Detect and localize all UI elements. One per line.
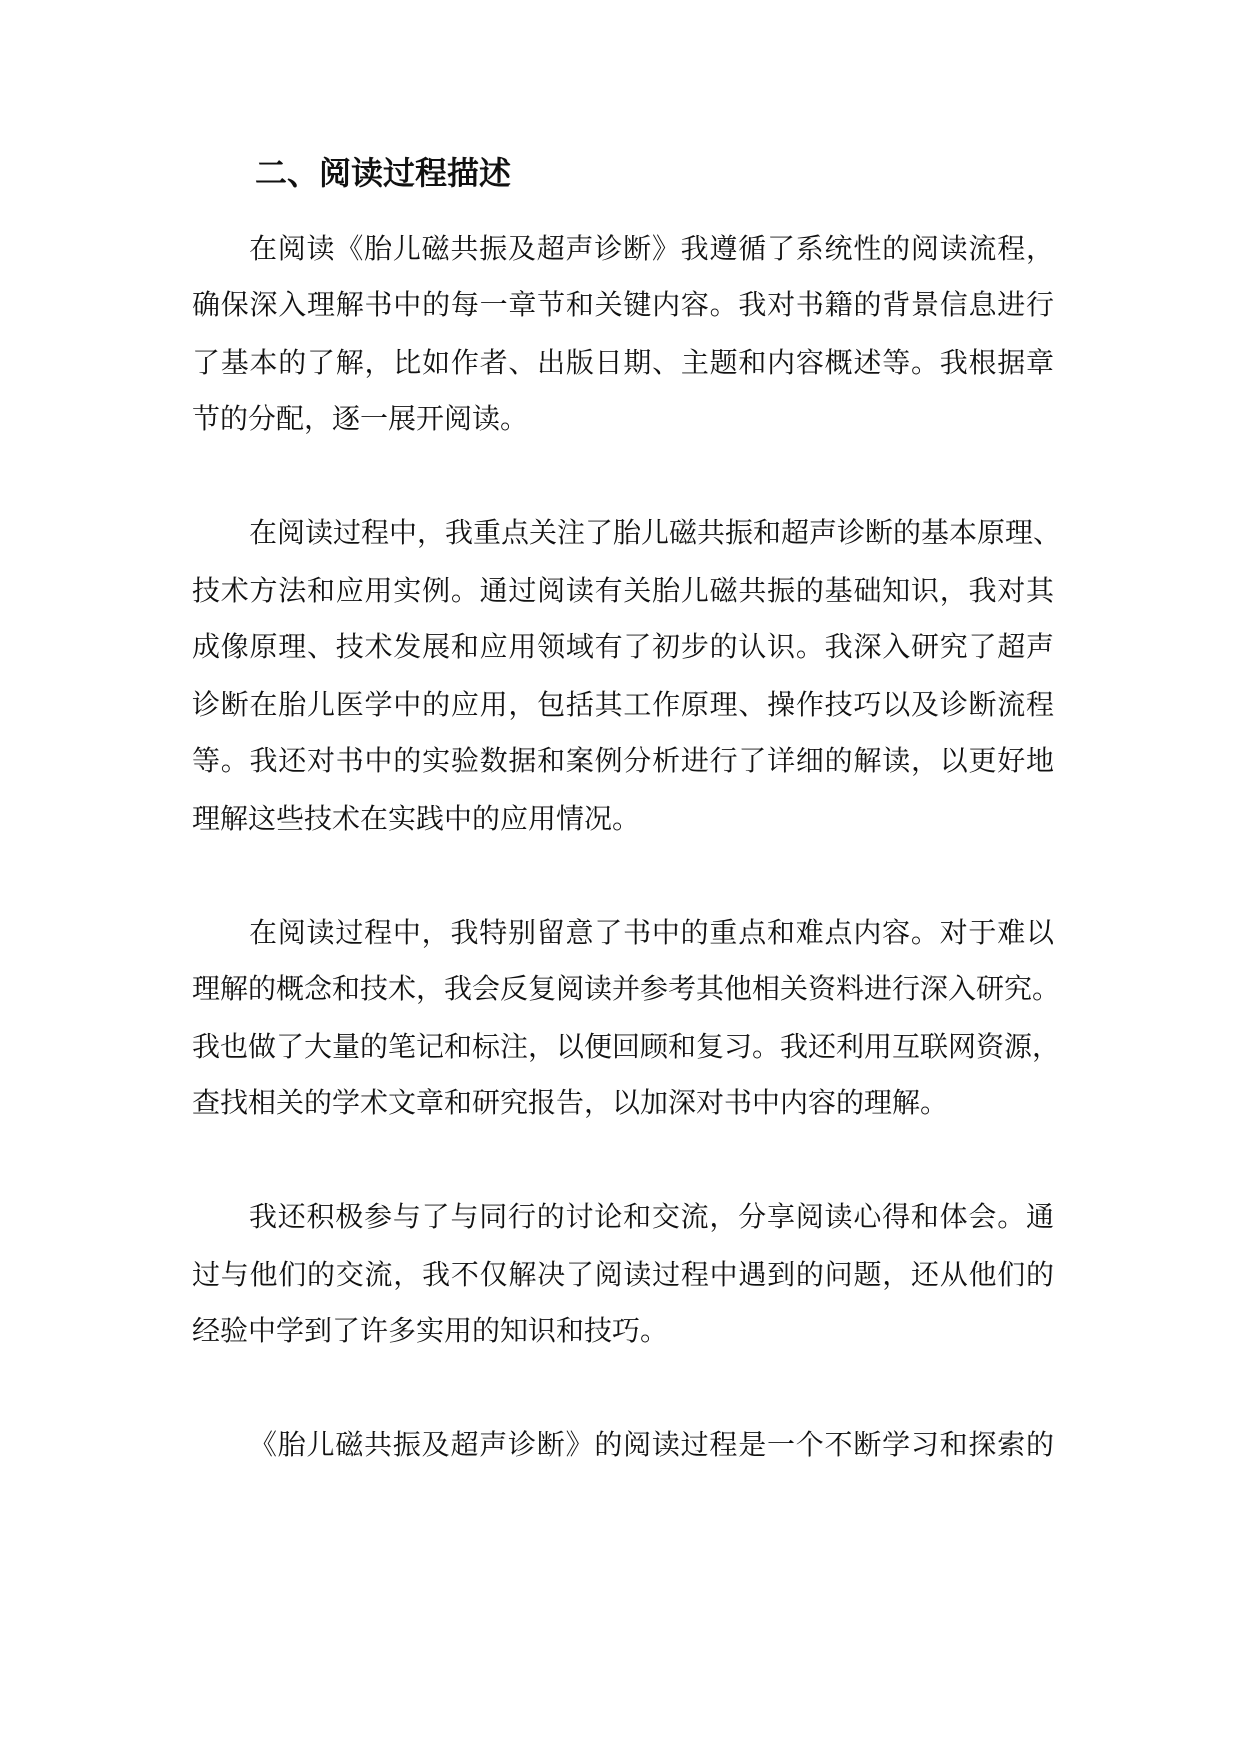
paragraph-line: 在阅读《胎儿磁共振及超声诊断》我遵循了系统性的阅读流程， (249, 232, 1054, 265)
paragraph-line: 经验中学到了许多实用的知识和技巧。 (192, 1314, 669, 1347)
paragraph-line: 诊断在胎儿医学中的应用，包括其工作原理、操作技巧以及诊断流程 (192, 688, 1054, 721)
paragraph-line: 在阅读过程中，我重点关注了胎儿磁共振和超声诊断的基本原理、 (249, 516, 1062, 549)
paragraph-line: 理解的概念和技术，我会反复阅读并参考其他相关资料进行深入研究。 (192, 972, 1061, 1005)
paragraph-line: 节的分配，逐一展开阅读。 (192, 402, 529, 435)
paragraph-line: 确保深入理解书中的每一章节和关键内容。我对书籍的背景信息进行 (192, 288, 1054, 321)
paragraph-line: 我也做了大量的笔记和标注，以便回顾和复习。我还利用互联网资源， (192, 1030, 1061, 1063)
paragraph-line: 了基本的了解，比如作者、出版日期、主题和内容概述等。我根据章 (192, 346, 1054, 379)
paragraph-line: 在阅读过程中，我特别留意了书中的重点和难点内容。对于难以 (249, 916, 1054, 949)
section-heading: 二、阅读过程描述 (255, 154, 512, 192)
paragraph-line: 理解这些技术在实践中的应用情况。 (192, 802, 641, 835)
paragraph-line: 查找相关的学术文章和研究报告，以加深对书中内容的理解。 (192, 1086, 949, 1119)
paragraph-line: 等。我还对书中的实验数据和案例分析进行了详细的解读，以更好地 (192, 744, 1054, 777)
paragraph-line: 我还积极参与了与同行的讨论和交流，分享阅读心得和体会。通 (249, 1200, 1054, 1233)
paragraph-line: 《胎儿磁共振及超声诊断》的阅读过程是一个不断学习和探索的 (249, 1428, 1054, 1461)
paragraph-line: 过与他们的交流，我不仅解决了阅读过程中遇到的问题，还从他们的 (192, 1258, 1054, 1291)
paragraph-line: 成像原理、技术发展和应用领域有了初步的认识。我深入研究了超声 (192, 630, 1054, 663)
paragraph-line: 技术方法和应用实例。通过阅读有关胎儿磁共振的基础知识，我对其 (192, 574, 1054, 607)
